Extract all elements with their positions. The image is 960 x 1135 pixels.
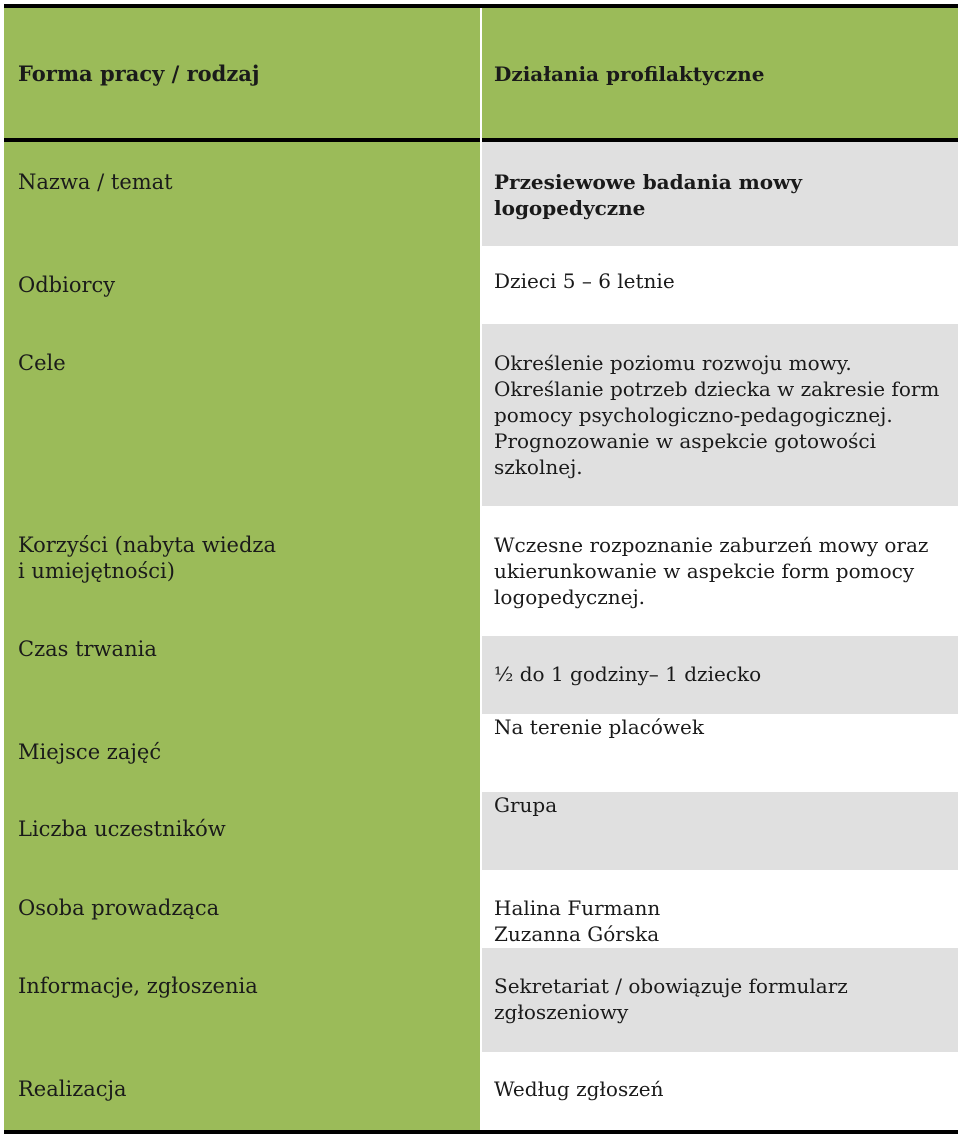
row-label: Korzyści (nabyta wiedza i umiejętności): [18, 533, 276, 583]
row-label: Osoba prowadząca: [18, 896, 220, 920]
row-label-cell: [4, 246, 480, 324]
row-label-cell: [4, 142, 480, 246]
row-value-cell: [482, 792, 958, 870]
row-value: Halina Furmann Zuzanna Górska: [494, 896, 661, 946]
header-left-cell: [4, 8, 480, 138]
row-label-cell: [4, 870, 480, 948]
row-label-cell: [4, 324, 480, 506]
row-label-cell: [4, 792, 480, 870]
row-value: Przesiewowe badania mowy logopedyczne: [494, 170, 802, 220]
row-label: Cele: [18, 351, 66, 375]
row-value: Na terenie placówek: [494, 715, 704, 739]
row-label-cell: [4, 1052, 480, 1130]
row-label: Liczba uczestników: [18, 817, 226, 841]
row-label-cell: [4, 506, 480, 636]
row-label-cell: [4, 948, 480, 1052]
row-value-cell: [482, 246, 958, 324]
row-label: Informacje, zgłoszenia: [18, 974, 258, 998]
header-right-cell: [482, 8, 958, 138]
row-value-cell: [482, 870, 958, 948]
row-label: Odbiorcy: [18, 273, 116, 297]
column-divider: [480, 8, 482, 1131]
row-value-cell: [482, 142, 958, 246]
row-value-cell: [482, 1052, 958, 1130]
header-left-label: Forma pracy / rodzaj: [18, 61, 260, 86]
row-value: Według zgłoszeń: [494, 1077, 664, 1101]
row-label: Czas trwania: [18, 637, 157, 661]
row-label-cell: [4, 714, 480, 792]
header-right-label: Działania profilaktyczne: [494, 62, 765, 86]
row-value: Wczesne rozpoznanie zaburzeń mowy oraz ukierunkowanie w aspekcie form pomocy logopedycznej.: [494, 533, 929, 609]
row-label: Miejsce zajęć: [18, 740, 162, 764]
row-value-cell: [482, 714, 958, 792]
row-value-cell: [482, 636, 958, 714]
row-label: Nazwa / temat: [18, 170, 173, 194]
table-bottom-border: [4, 1130, 958, 1134]
row-value-cell: [482, 324, 958, 506]
row-label-cell: [4, 636, 480, 714]
row-value: Grupa: [494, 793, 558, 817]
row-value: Dzieci 5 – 6 letnie: [494, 269, 675, 293]
row-value: Określenie poziomu rozwoju mowy. Określanie potrzeb dziecka w zakresie form pomocy psychologiczno-pedagogicznej. Prognozowanie w aspekcie gotowości szkolnej.: [494, 351, 940, 479]
row-value-cell: [482, 506, 958, 636]
row-value: Sekretariat / obowiązuje formularz zgłoszeniowy: [494, 974, 848, 1024]
row-value: ½ do 1 godziny– 1 dziecko: [494, 662, 762, 686]
row-label: Realizacja: [18, 1077, 127, 1101]
row-value-cell: [482, 948, 958, 1052]
